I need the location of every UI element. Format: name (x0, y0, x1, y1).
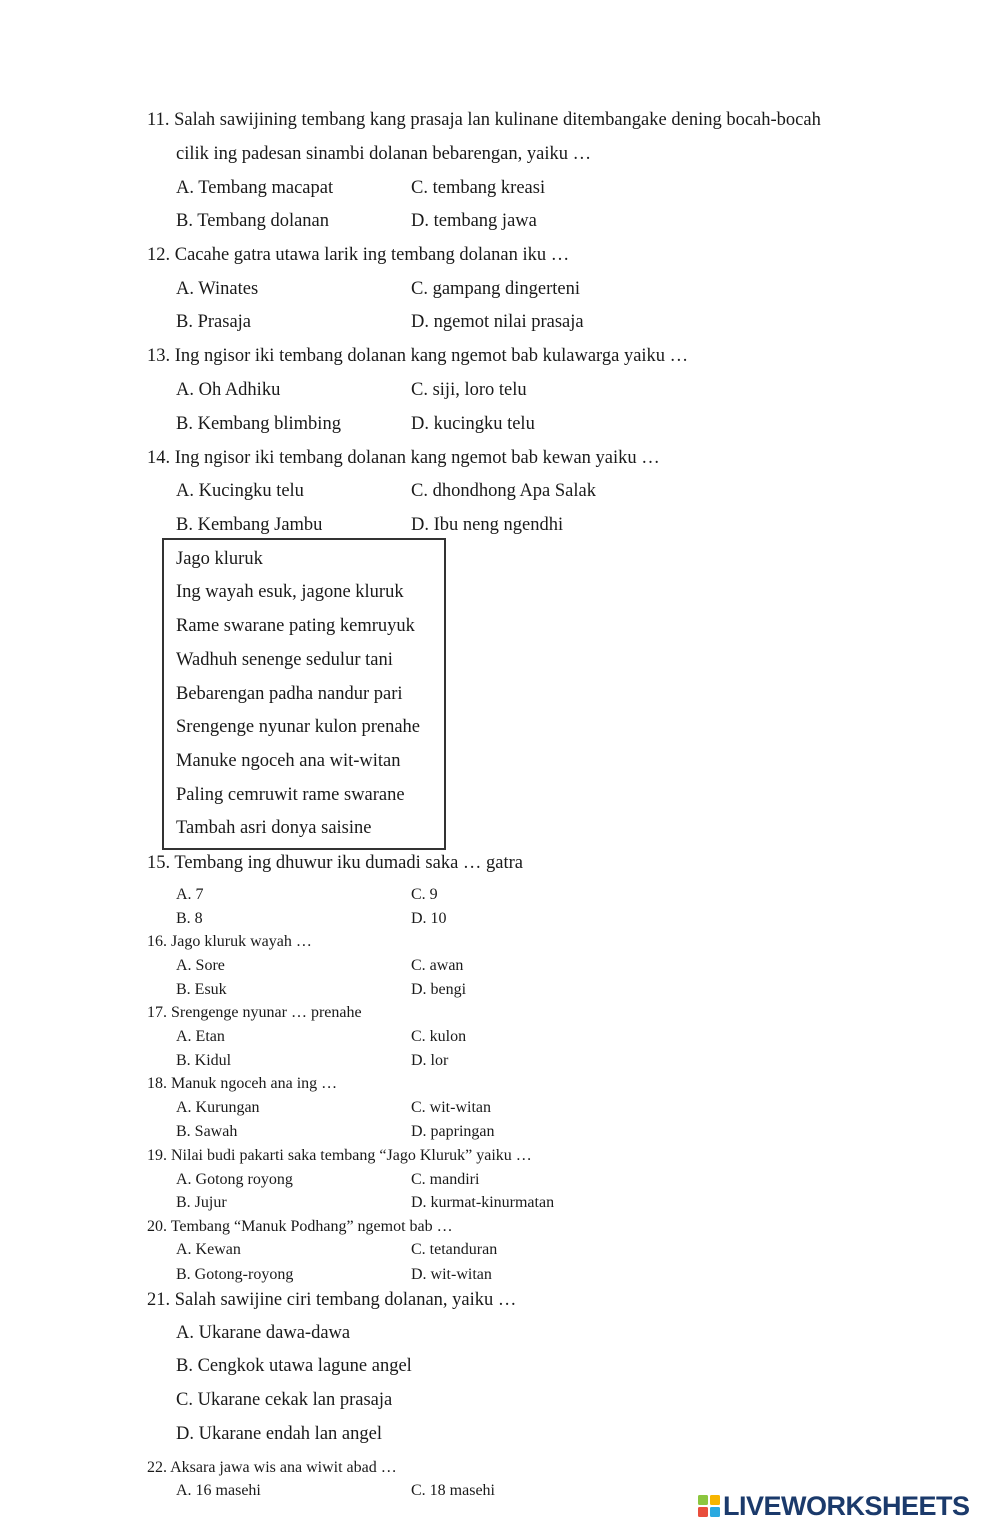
q18-option-d[interactable]: D. papringan (411, 1123, 495, 1140)
question-22-text: 22. Aksara jawa wis ana wiwit abad … (147, 1459, 397, 1476)
q16-option-c[interactable]: C. awan (411, 957, 464, 974)
q22-option-c[interactable]: C. 18 masehi (411, 1482, 495, 1499)
q17-option-c[interactable]: C. kulon (411, 1028, 467, 1045)
q18-option-b[interactable]: B. Sawah (176, 1123, 238, 1140)
q14-option-c[interactable]: C. dhondhong Apa Salak (411, 481, 596, 501)
poem-line: Manuke ngoceh ana wit-witan (176, 751, 401, 771)
q16-option-b[interactable]: B. Esuk (176, 981, 227, 998)
question-11-text: 11. Salah sawijining tembang kang prasaja lan kulinane ditembangake dening bocah-bocah (147, 110, 821, 130)
q11-option-c[interactable]: C. tembang kreasi (411, 178, 546, 198)
q20-option-c[interactable]: C. tetanduran (411, 1241, 498, 1258)
q14-option-a[interactable]: A. Kucingku telu (176, 481, 304, 501)
q18-option-c[interactable]: C. wit-witan (411, 1099, 491, 1116)
q20-option-b[interactable]: B. Gotong-royong (176, 1266, 294, 1283)
q12-option-d[interactable]: D. ngemot nilai prasaja (411, 312, 584, 332)
q17-option-d[interactable]: D. lor (411, 1052, 449, 1069)
q19-option-b[interactable]: B. Jujur (176, 1194, 227, 1211)
logo-square-2 (710, 1495, 720, 1505)
q20-option-a[interactable]: A. Kewan (176, 1241, 241, 1258)
poem-line: Bebarengan padha nandur pari (176, 684, 403, 704)
q21-option-b[interactable]: B. Cengkok utawa lagune angel (176, 1356, 412, 1376)
q15-option-a[interactable]: A. 7 (176, 886, 204, 903)
q19-option-d[interactable]: D. kurmat-kinurmatan (411, 1194, 555, 1211)
logo-square-3 (698, 1507, 708, 1517)
poem-line: Tambah asri donya saisine (176, 818, 372, 838)
question-17-text: 17. Srengenge nyunar … prenahe (147, 1004, 362, 1021)
poem-line: Ing wayah esuk, jagone kluruk (176, 582, 404, 602)
q14-option-d[interactable]: D. Ibu neng ngendhi (411, 515, 564, 535)
poem-line: Rame swarane pating kemruyuk (176, 616, 415, 636)
question-11-text-cont: cilik ing padesan sinambi dolanan bebarengan, yaiku … (176, 144, 592, 164)
poem-line: Wadhuh senenge sedulur tani (176, 650, 393, 670)
q21-option-a[interactable]: A. Ukarane dawa-dawa (176, 1323, 351, 1343)
question-15-text: 15. Tembang ing dhuwur iku dumadi saka … gatra (147, 853, 523, 873)
question-13-text: 13. Ing ngisor iki tembang dolanan kang ngemot bab kulawarga yaiku … (147, 346, 689, 366)
question-16-text: 16. Jago kluruk wayah … (147, 933, 312, 950)
poem-line: Paling cemruwit rame swarane (176, 785, 405, 805)
brand-name: LIVEWORKSHEETS (723, 1490, 970, 1521)
q20-option-d[interactable]: D. wit-witan (411, 1266, 492, 1283)
question-12-text: 12. Cacahe gatra utawa larik ing tembang dolanan iku … (147, 245, 570, 265)
q13-option-c[interactable]: C. siji, loro telu (411, 380, 527, 400)
poem-line: Srengenge nyunar kulon prenahe (176, 717, 421, 737)
q19-option-c[interactable]: C. mandiri (411, 1171, 480, 1188)
q15-option-d[interactable]: D. 10 (411, 910, 447, 927)
q17-option-b[interactable]: B. Kidul (176, 1052, 232, 1069)
q19-option-a[interactable]: A. Gotong royong (176, 1171, 293, 1188)
q16-option-d[interactable]: D. bengi (411, 981, 467, 998)
question-21-text: 21. Salah sawijine ciri tembang dolanan, yaiku … (147, 1290, 517, 1310)
question-19-text: 19. Nilai budi pakarti saka tembang “Jago Kluruk” yaiku … (147, 1147, 532, 1164)
liveworksheets-icon (697, 1493, 721, 1519)
q12-option-b[interactable]: B. Prasaja (176, 312, 252, 332)
q22-option-a[interactable]: A. 16 masehi (176, 1482, 261, 1499)
logo-square-1 (698, 1495, 708, 1505)
q15-option-b[interactable]: B. 8 (176, 910, 203, 927)
q13-option-a[interactable]: A. Oh Adhiku (176, 380, 281, 400)
q13-option-b[interactable]: B. Kembang blimbing (176, 414, 341, 434)
question-20-text: 20. Tembang “Manuk Podhang” ngemot bab … (147, 1218, 453, 1235)
q17-option-a[interactable]: A. Etan (176, 1028, 225, 1045)
q11-option-a[interactable]: A. Tembang macapat (176, 178, 334, 198)
poem-title: Jago kluruk (176, 549, 263, 569)
q12-option-a[interactable]: A. Winates (176, 279, 259, 299)
q21-option-d[interactable]: D. Ukarane endah lan angel (176, 1424, 382, 1444)
q16-option-a[interactable]: A. Sore (176, 957, 225, 974)
question-14-text: 14. Ing ngisor iki tembang dolanan kang ngemot bab kewan yaiku … (147, 448, 660, 468)
q11-option-b[interactable]: B. Tembang dolanan (176, 211, 330, 231)
q14-option-b[interactable]: B. Kembang Jambu (176, 515, 323, 535)
q11-option-d[interactable]: D. tembang jawa (411, 211, 537, 231)
q21-option-c[interactable]: C. Ukarane cekak lan prasaja (176, 1390, 393, 1410)
q12-option-c[interactable]: C. gampang dingerteni (411, 279, 581, 299)
q15-option-c[interactable]: C. 9 (411, 886, 438, 903)
liveworksheets-logo[interactable] (697, 1490, 970, 1522)
q18-option-a[interactable]: A. Kurungan (176, 1099, 260, 1116)
q13-option-d[interactable]: D. kucingku telu (411, 414, 535, 434)
logo-square-4 (710, 1507, 720, 1517)
question-18-text: 18. Manuk ngoceh ana ing … (147, 1075, 338, 1092)
